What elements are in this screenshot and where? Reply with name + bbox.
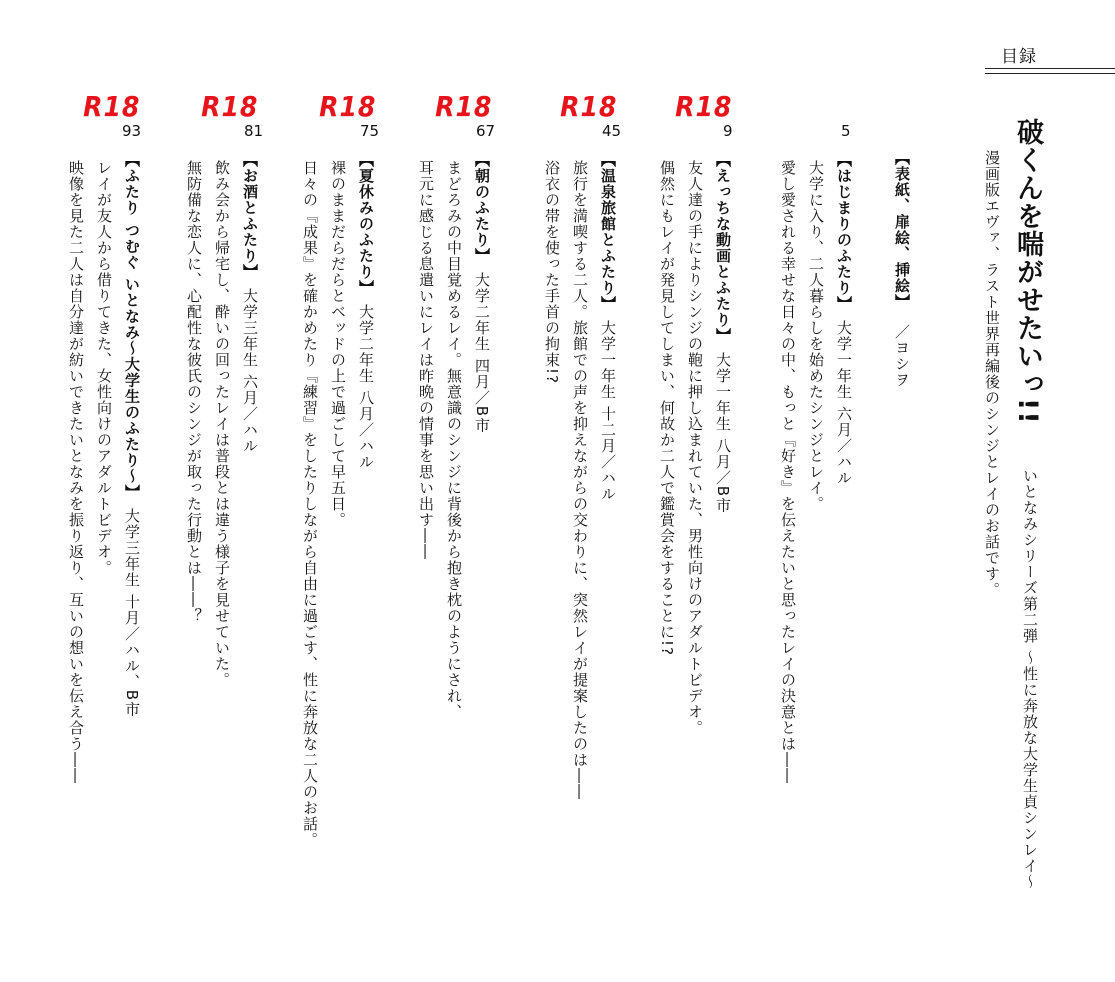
entry-line-3: 浴衣の帯を使った手首の拘束!? — [543, 160, 561, 384]
entry-line-1 — [358, 152, 373, 470]
r18-badge: R18 — [435, 90, 493, 123]
entry-credit: ／ヨシヲ — [893, 324, 911, 388]
book-subtitle: いとなみシリーズ第二弾 ～性に奔放な大学生貞シンレイ～ — [1021, 468, 1039, 890]
entry-line-3: 映像を見た二人は自分達が紡いできたいとなみを振り返り、互いの想いを伝え合う―― — [67, 160, 85, 784]
r18-badge: R18 — [675, 90, 733, 123]
r18-badge: R18 — [83, 90, 141, 123]
toc-entry — [301, 82, 426, 848]
entry-line-1 — [124, 152, 139, 718]
page-number: 45 — [602, 122, 622, 140]
entry-title: 【温泉旅館とふたり】 — [599, 152, 617, 312]
entry-title: 【朝のふたり】 — [473, 152, 491, 264]
entry-credit: 大学一年生 六月／ハル — [835, 320, 853, 486]
page-number: 81 — [244, 122, 264, 140]
toc-entry — [888, 82, 958, 842]
entry-title: 【ふたり つむぐ いとなみ～大学生のふたり～】 — [123, 152, 141, 501]
entry-line-1 — [242, 152, 257, 454]
page-number: 5 — [841, 122, 851, 140]
r18-badge: R18 — [201, 90, 259, 123]
entry-title: 【表紙、扉絵、挿絵】 — [893, 150, 911, 310]
toc-entry — [658, 82, 775, 842]
page-number: 67 — [476, 122, 496, 140]
entry-title: 【はじまりのふたり】 — [835, 152, 853, 312]
entry-line-2: 友人達の手によりシンジの鞄に押し込まれていた、男性向けのアダルトビデオ。 — [686, 160, 704, 736]
toc-label: 目録 — [1001, 47, 1037, 67]
entry-credit: 大学二年生 八月／ハル — [357, 304, 375, 470]
entry-credit: 大学三年生 六月／ハル — [241, 288, 259, 454]
header-rule — [985, 73, 1115, 74]
entry-credit: 大学一年生 十二月／ハル — [599, 320, 617, 502]
entry-title: 【えっちな動画とふたり】 — [714, 152, 732, 344]
entry-line-2: 旅行を満喫する二人。旅館での声を抑えながらの交わりに、突然レイが提案したのは―― — [571, 160, 589, 800]
toc-entry — [67, 82, 192, 842]
entry-credit: 大学二年生 四月／B市 — [473, 272, 491, 434]
entry-title: 【夏休みのふたり】 — [357, 152, 375, 296]
entry-title: 【お酒とふたり】 — [241, 152, 259, 280]
entry-credit: 大学一年生 八月／B市 — [714, 352, 732, 514]
entry-line-1 — [474, 152, 489, 433]
toc-header — [985, 0, 1115, 80]
entry-line-3: 無防備な恋人に、心配性な彼氏のシンジが取った行動とは――？ — [185, 160, 203, 624]
entry-line-2: 裸のままだらだらとベッドの上で過ごして早五日。 — [329, 160, 347, 528]
page-number: 75 — [360, 122, 380, 140]
page-number: 93 — [122, 122, 142, 140]
toc-entry — [185, 82, 310, 842]
book-description: 漫画版エヴァ、ラスト世界再編後のシンジとレイのお話です。 — [983, 150, 1001, 598]
toc-entry — [417, 82, 542, 842]
entry-line-2: 飲み会から帰宅し、酔いの回ったレイは普段とは違う様子を見せていた。 — [213, 160, 231, 688]
toc-entry — [543, 82, 660, 842]
entry-line-2: レイが友人から借りてきた、女性向けのアダルトビデオ。 — [95, 160, 113, 576]
entry-line-1 — [894, 150, 909, 388]
entry-credit: 大学三年生 十月／ハル、B市 — [123, 508, 141, 718]
entry-line-1 — [715, 152, 730, 513]
entry-line-3: 日々の『成果』を確かめたり『練習』をしたりしながら自由に過ごす、性に奔放な二人のお話。 — [301, 160, 319, 848]
entry-line-3: 耳元に感じる息遣いにレイは昨晩の情事を思い出す―― — [417, 160, 435, 560]
entry-line-3: 偶然にもレイが発見してしまい、何故か二人で鑑賞会をすることに!? — [658, 160, 676, 656]
header-rule — [985, 68, 1115, 69]
entry-line-2: 大学に入り、二人暮らしを始めたシンジとレイ。 — [807, 160, 825, 512]
page-number: 9 — [723, 122, 733, 140]
entry-line-1 — [836, 152, 851, 486]
book-title: 破くんを喘がせたいっ!! — [1012, 118, 1043, 425]
entry-line-1 — [600, 152, 615, 502]
entry-line-2: まどろみの中目覚めるレイ。無意識のシンジに背後から抱き枕のようにされ、 — [445, 160, 463, 720]
toc-entry — [779, 82, 896, 842]
r18-badge: R18 — [560, 90, 618, 123]
entry-line-3: 愛し愛される幸せな日々の中、もっと『好き』を伝えたいと思ったレイの決意とは―― — [779, 160, 797, 784]
r18-badge: R18 — [319, 90, 377, 123]
